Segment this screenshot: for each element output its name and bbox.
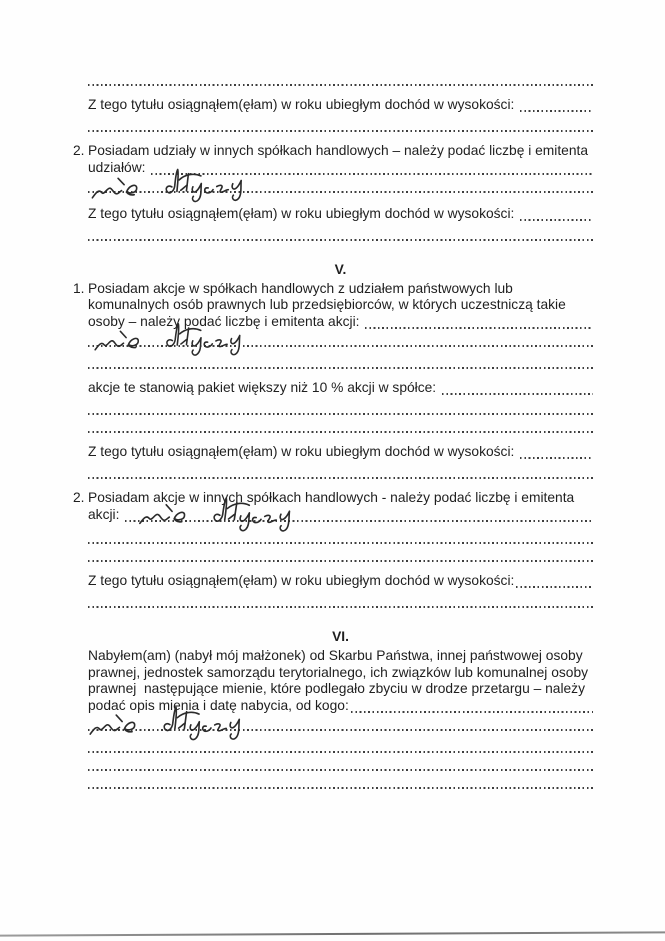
- item-number: 2.: [73, 489, 85, 505]
- dotted-fill-line: [88, 84, 593, 86]
- numbered-item: [73, 143, 593, 160]
- dotted-fill-line: [88, 560, 593, 562]
- dotted-fill-line: [88, 477, 593, 479]
- form-label-text: akcje te stanowią pakiet większy niż 10 % akcji w spółce:: [88, 379, 440, 395]
- dotted-fill-line: [88, 431, 593, 433]
- item-text-line: Posiadam udziały w innych spółkach handlowych – należy podać liczbę i emitenta: [88, 143, 589, 158]
- form-label-text: Z tego tytułu osiągnąłem(ęłam) w roku ubiegłym dochód w wysokości:: [88, 205, 519, 221]
- dotted-fill-line: [88, 367, 593, 369]
- handwriting-scribble: [89, 159, 291, 211]
- dotted-filler: [442, 393, 593, 395]
- section-heading: V.: [334, 261, 347, 277]
- form-line: [88, 206, 593, 223]
- paragraph-line: prawnej następujące mienie, które podlegało zbyciu w drodze przetargu – należy: [88, 681, 585, 696]
- handwritten-entry-line: [88, 165, 593, 201]
- page-edge-scan-line: [0, 931, 665, 936]
- paragraph-line: Nabyłem(am) (nabył mój małżonek) od Skarbu Państwa, innej państwowej osoby: [88, 648, 583, 663]
- form-line: [88, 97, 593, 114]
- form-label-text: Z tego tytułu osiągnąłem(ęłam) w roku ubiegłym dochód w wysokości:: [88, 573, 515, 588]
- item-text-line: komunalnych osób prawnych lub przedsiębiorców, w których uczestniczą takie: [88, 297, 566, 312]
- dotted-filler: [516, 586, 593, 588]
- paragraph: [88, 648, 593, 698]
- handwriting-scribble: [128, 492, 349, 538]
- numbered-item: [73, 280, 593, 314]
- handwritten-entry-line: [88, 319, 593, 355]
- handwritten-entry-line: [88, 494, 593, 530]
- dotted-fill-line: [88, 413, 593, 415]
- item-text-line: Posiadam akcje w innych spółkach handlowych - należy podać liczbę i emitenta: [88, 489, 575, 505]
- handwriting-scribble: [87, 699, 288, 748]
- dotted-fill-line: [88, 787, 593, 789]
- form-line: [88, 573, 593, 590]
- dotted-fill-line: [88, 542, 593, 544]
- handwritten-entry-line: [88, 703, 593, 739]
- form-label-text: Z tego tytułu osiągnąłem(ęłam) w roku ubiegłym dochód w wysokości:: [88, 97, 519, 112]
- dotted-filler: [520, 457, 593, 459]
- item-text-line: Posiadam akcje w spółkach handlowych z udziałem państwowych lub: [88, 280, 513, 296]
- form-label-text: podać opis mienia i datę nabycia, od kogo:: [88, 697, 349, 713]
- dotted-fill-line: [88, 239, 593, 241]
- dotted-fill-line: [88, 606, 593, 608]
- paragraph-line: prawnej, jednostek samorządu terytorialnego, ich związków lub komunalnej osoby: [88, 664, 589, 680]
- form-line: [88, 380, 593, 397]
- item-number: 1.: [73, 280, 85, 296]
- section-heading: VI.: [332, 629, 349, 644]
- form-label-text: udziałów:: [88, 159, 150, 175]
- dotted-fill-line: [88, 130, 593, 132]
- form-label-text: akcji:: [88, 507, 124, 522]
- handwriting-scribble: [92, 316, 287, 363]
- dotted-filler: [520, 219, 593, 221]
- form-label-text: Z tego tytułu osiągnąłem(ęłam) w roku ubiegłym dochód w wysokości:: [88, 443, 519, 459]
- dotted-fill-line: [88, 751, 593, 753]
- dotted-fill-line: [88, 769, 593, 771]
- dotted-filler: [520, 110, 593, 112]
- form-label-text: osoby – należy podać liczbę i emitenta akcji:: [88, 313, 364, 329]
- item-number: 2.: [73, 143, 85, 158]
- form-line: [88, 444, 593, 461]
